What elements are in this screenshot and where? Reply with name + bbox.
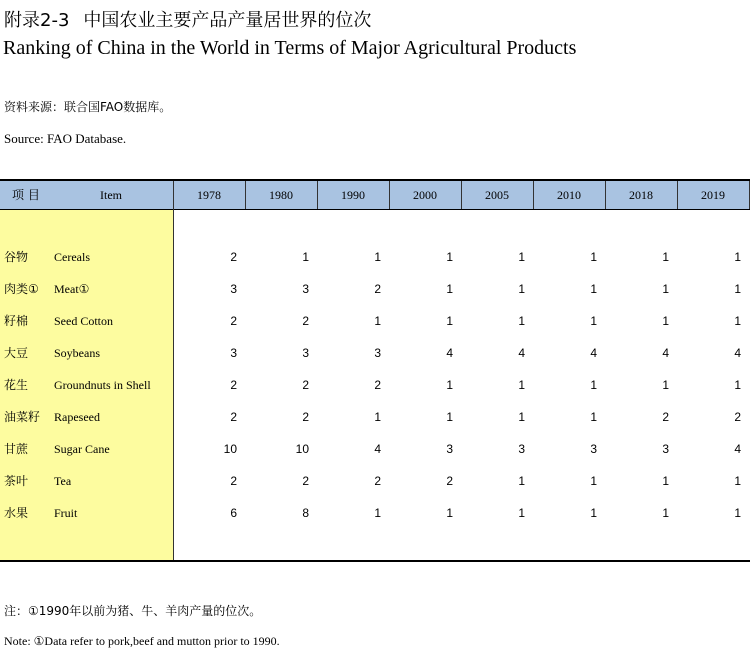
rank-value: 1 — [518, 506, 525, 520]
rank-value: 1 — [662, 378, 669, 392]
rank-value: 1 — [446, 410, 453, 424]
item-name-cn: 甘蔗 — [4, 442, 29, 456]
header-item-cn: 项 目 — [12, 188, 40, 202]
item-name-en: Fruit — [54, 506, 78, 520]
table-row — [0, 305, 750, 337]
item-name-cn: 茶叶 — [4, 474, 29, 488]
rank-value: 1 — [734, 506, 741, 520]
item-name-cn: 大豆 — [4, 346, 29, 360]
item-name-en: Cereals — [54, 250, 90, 264]
table-row — [0, 497, 750, 529]
rank-value: 4 — [518, 346, 525, 360]
rank-value: 1 — [518, 314, 525, 328]
year-header: 2010 — [557, 188, 581, 202]
appendix-number: 附录2-3 — [4, 10, 70, 31]
rank-value: 1 — [662, 314, 669, 328]
page-title-en: Ranking of China in the World in Terms of Major Agricultural Products — [3, 37, 577, 59]
table-bottom-rule — [0, 560, 750, 562]
rank-value: 1 — [518, 410, 525, 424]
rank-value: 3 — [518, 442, 525, 456]
rank-value: 4 — [734, 442, 741, 456]
rank-value: 2 — [374, 282, 381, 296]
item-name-en: Tea — [54, 474, 72, 488]
rank-value: 3 — [230, 346, 237, 360]
item-name-cn: 花生 — [4, 378, 29, 392]
rank-value: 1 — [374, 506, 381, 520]
rank-value: 1 — [446, 282, 453, 296]
year-header: 1990 — [341, 188, 365, 202]
rank-value: 1 — [518, 282, 525, 296]
rank-value: 1 — [734, 314, 741, 328]
year-header: 2005 — [485, 188, 509, 202]
rank-value: 2 — [734, 410, 741, 424]
year-header: 1980 — [269, 188, 293, 202]
footnote-en: Note: ①Data refer to pork,beef and mutton prior to 1990. — [4, 634, 280, 648]
rank-value: 1 — [590, 410, 597, 424]
rank-value: 2 — [374, 378, 381, 392]
table-row — [0, 241, 750, 273]
rank-value: 3 — [230, 282, 237, 296]
table-row — [0, 433, 750, 465]
footnote-cn: 注：①1990年以前为猪、牛、羊肉产量的位次。 — [4, 604, 262, 618]
header-item-en: Item — [100, 188, 122, 202]
rank-value: 4 — [662, 346, 669, 360]
table-row — [0, 337, 750, 369]
rank-value: 3 — [374, 346, 381, 360]
year-header: 2018 — [629, 188, 653, 202]
item-name-en: Sugar Cane — [54, 442, 110, 456]
rank-value: 2 — [302, 410, 309, 424]
table-row — [0, 369, 750, 401]
rank-value: 2 — [302, 378, 309, 392]
rank-value: 2 — [446, 474, 453, 488]
rank-value: 1 — [590, 314, 597, 328]
item-name-en: Soybeans — [54, 346, 100, 360]
item-name-cn: 谷物 — [4, 250, 29, 264]
item-name-en: Rapeseed — [54, 410, 100, 424]
year-header: 2000 — [413, 188, 437, 202]
rank-value: 1 — [662, 250, 669, 264]
rank-value: 3 — [302, 282, 309, 296]
year-header: 2019 — [701, 188, 725, 202]
rank-value: 1 — [590, 282, 597, 296]
rank-value: 1 — [734, 282, 741, 296]
rank-value: 1 — [374, 410, 381, 424]
item-name-cn: 籽棉 — [4, 314, 29, 328]
rank-value: 4 — [734, 346, 741, 360]
rank-value: 1 — [518, 378, 525, 392]
page-title-cn — [4, 6, 371, 32]
rank-value: 8 — [302, 506, 309, 520]
rank-value: 2 — [302, 474, 309, 488]
rank-value: 1 — [590, 506, 597, 520]
rank-value: 1 — [518, 474, 525, 488]
item-name-en: Groundnuts in Shell — [54, 378, 151, 392]
item-name-cn: 肉类① — [4, 282, 39, 296]
table-row — [0, 273, 750, 305]
rank-value: 1 — [446, 378, 453, 392]
table-row — [0, 465, 750, 497]
item-name-cn: 水果 — [4, 506, 29, 520]
source-note-cn: 资料来源：联合国FAO数据库。 — [4, 100, 172, 114]
ranking-table — [0, 179, 750, 562]
rank-value: 3 — [302, 346, 309, 360]
rank-value: 6 — [230, 506, 237, 520]
rank-value: 10 — [223, 442, 237, 456]
rank-value: 1 — [374, 314, 381, 328]
rank-value: 4 — [590, 346, 597, 360]
rank-value: 2 — [230, 474, 237, 488]
item-name-en: Seed Cotton — [54, 314, 113, 328]
rank-value: 2 — [230, 250, 237, 264]
rank-value: 3 — [446, 442, 453, 456]
source-note-en: Source: FAO Database. — [4, 131, 127, 146]
title-text-cn: 中国农业主要产品产量居世界的位次 — [83, 10, 372, 31]
item-name-cn: 油菜籽 — [4, 410, 41, 424]
rank-value: 2 — [302, 314, 309, 328]
rank-value: 1 — [590, 378, 597, 392]
rank-value: 1 — [734, 378, 741, 392]
rank-value: 1 — [374, 250, 381, 264]
rank-value: 3 — [590, 442, 597, 456]
rank-value: 1 — [734, 474, 741, 488]
item-name-en: Meat① — [54, 282, 90, 296]
rank-value: 1 — [590, 474, 597, 488]
rank-value: 10 — [295, 442, 309, 456]
year-header: 1978 — [197, 188, 221, 202]
rank-value: 1 — [734, 250, 741, 264]
rank-value: 1 — [662, 474, 669, 488]
rank-value: 1 — [446, 506, 453, 520]
rank-value: 1 — [518, 250, 525, 264]
rank-value: 4 — [446, 346, 453, 360]
table-row — [0, 401, 750, 433]
rank-value: 1 — [446, 250, 453, 264]
rank-value: 4 — [374, 442, 381, 456]
rank-value: 2 — [374, 474, 381, 488]
rank-value: 2 — [230, 410, 237, 424]
rank-value: 2 — [662, 410, 669, 424]
rank-value: 1 — [446, 314, 453, 328]
rank-value: 3 — [662, 442, 669, 456]
rank-value: 1 — [590, 250, 597, 264]
rank-value: 1 — [662, 506, 669, 520]
rank-value: 2 — [230, 378, 237, 392]
rank-value: 1 — [662, 282, 669, 296]
rank-value: 2 — [230, 314, 237, 328]
rank-value: 1 — [302, 250, 309, 264]
table-header-rule — [0, 209, 750, 210]
